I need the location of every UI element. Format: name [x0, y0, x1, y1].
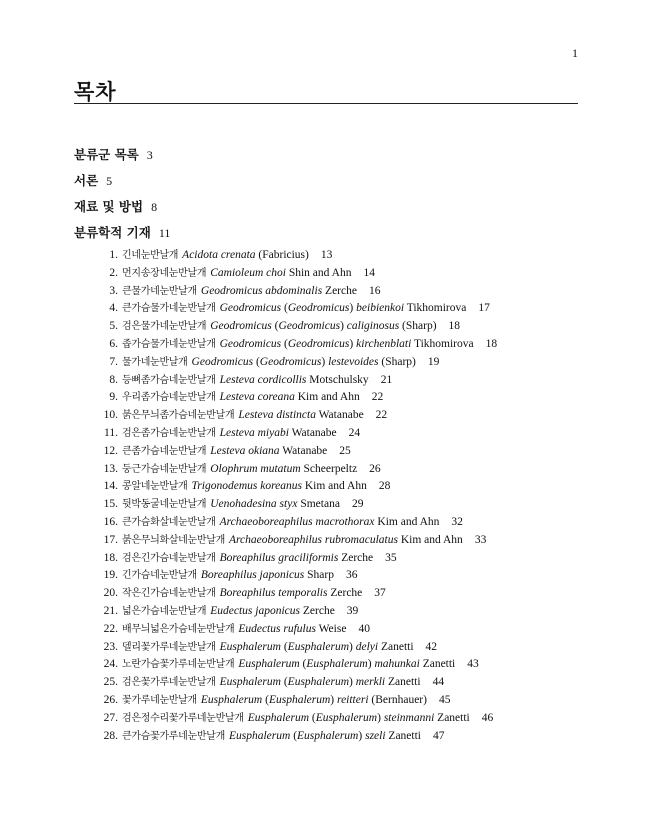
author-name: Zanetti — [437, 711, 470, 724]
korean-name: 넓은가슴네눈반날개 — [122, 605, 207, 617]
species-epithet: merkli — [355, 676, 386, 689]
korean-name: 긴네눈반날개 — [122, 250, 179, 261]
entry-number: 3. — [109, 284, 118, 297]
section-page: 8 — [151, 200, 158, 214]
list-item[interactable] — [74, 478, 578, 496]
entry-number: 19. — [103, 569, 118, 582]
species-epithet: lestevoides — [328, 355, 379, 368]
entry-page: 24 — [348, 426, 361, 439]
author-name: Scheerpeltz — [303, 462, 358, 475]
entry-number: 9. — [109, 391, 118, 404]
scientific-name: Eusphalerum — [228, 729, 291, 742]
species-epithet: delyi — [355, 640, 379, 653]
list-item[interactable] — [74, 247, 578, 265]
entry-number: 8. — [109, 373, 118, 386]
entry-number: 14. — [103, 480, 118, 493]
entry-number: 24. — [103, 658, 118, 671]
entry-page: 45 — [438, 693, 451, 706]
section-taxonomic-accounts[interactable] — [74, 223, 578, 249]
species-epithet: beibienkoi — [356, 302, 405, 315]
species-epithet: kirchenblati — [356, 337, 412, 350]
list-item[interactable] — [74, 621, 578, 639]
list-item[interactable]: 7. 물가네눈반날개 Geodromicus (Geodromicus) lestevoides (Sharp) 19 — [74, 354, 578, 372]
author-name: Zerche — [341, 551, 374, 564]
entry-page: 19 — [427, 355, 440, 368]
korean-name: 붉은무늬화살네눈반날개 — [122, 534, 225, 546]
entry-number: 23. — [103, 640, 118, 653]
entry-page: 18 — [485, 337, 498, 350]
author-name: (Sharp) — [381, 355, 416, 368]
scientific-name: Uenohadesina styx — [210, 498, 298, 511]
entry-page: 42 — [425, 640, 438, 653]
author-name: Tikhomirova — [406, 302, 467, 315]
author-name: Zerche — [302, 604, 335, 617]
korean-name: 등뼈좀가슴네눈반날개 — [122, 374, 216, 386]
author-name: (Sharp) — [402, 320, 437, 333]
scientific-name: Geodromicus — [219, 302, 282, 315]
entry-number: 15. — [103, 498, 118, 511]
entry-page: 29 — [351, 498, 364, 511]
list-item[interactable] — [74, 585, 578, 603]
section-title: 분류학적 기재 — [74, 225, 151, 240]
entry-number: 21. — [103, 604, 118, 617]
entry-page: 17 — [478, 302, 490, 315]
scientific-name: Boreaphilus graciliformis — [219, 551, 339, 564]
entry-number: 25. — [103, 676, 118, 689]
korean-name: 긴가슴네눈반날개 — [122, 570, 197, 582]
page-number: 1 — [572, 46, 578, 60]
species-epithet: caliginosus — [346, 320, 400, 333]
author-name: Kim and Ahn — [400, 533, 463, 546]
entry-number: 18. — [103, 551, 118, 564]
entry-page: 37 — [374, 587, 386, 600]
entry-page: 13 — [320, 249, 333, 261]
section-title: 서론 — [74, 173, 99, 188]
author-name: Zanetti — [422, 658, 456, 671]
korean-name: 델리꽃가루네눈반날개 — [122, 641, 216, 653]
list-item[interactable]: 23. 델리꽃가루네눈반날개 Eusphalerum (Eusphalerum) delyi Zanetti 42 — [74, 639, 578, 657]
scientific-name: Geodromicus — [219, 337, 282, 350]
entry-page: 40 — [358, 622, 370, 635]
scientific-name: Camioleum choi — [210, 266, 286, 279]
korean-name: 작은긴가슴네눈반날개 — [122, 588, 216, 600]
entry-page: 14 — [363, 266, 375, 279]
entry-number: 28. — [103, 729, 118, 742]
author-name: Watanabe — [318, 409, 364, 422]
section-title: 분류군 목록 — [74, 147, 139, 162]
korean-name: 둥근가슴네눈반날개 — [122, 463, 207, 475]
author-name: Watanabe — [291, 426, 337, 439]
scientific-name: Geodromicus — [191, 355, 254, 368]
scientific-name: Lesteva okiana — [210, 444, 280, 457]
author-name: (Fabricius) — [258, 249, 309, 261]
author-name: Kim and Ahn — [304, 480, 367, 493]
entry-number: 5. — [109, 320, 118, 333]
subgenus-name: Eusphalerum — [297, 729, 359, 742]
korean-name: 검은물가네눈반날개 — [122, 321, 207, 333]
author-name: Watanabe — [282, 444, 328, 457]
list-item[interactable]: 26. 꽃가루네눈반날개 Eusphalerum (Eusphalerum) reitteri (Bernhauer) 45 — [74, 692, 578, 710]
list-item[interactable] — [74, 372, 578, 390]
scientific-name: Geodromicus — [210, 320, 272, 333]
species-epithet: mahunkai — [374, 658, 420, 671]
entry-page: 33 — [474, 533, 487, 546]
entry-number: 7. — [109, 355, 118, 368]
subgenus-name: Eusphalerum — [306, 658, 368, 671]
entry-number: 11. — [104, 426, 118, 439]
korean-name: 물가네눈반날개 — [122, 356, 188, 368]
korean-name: 좁가슴물가네눈반날개 — [122, 338, 216, 350]
scientific-name: Eusphalerum — [238, 658, 300, 671]
korean-name: 검은긴가슴네눈반날개 — [122, 552, 216, 564]
entry-page: 44 — [432, 676, 445, 689]
entry-page: 16 — [368, 284, 381, 297]
subgenus-name: Geodromicus — [278, 320, 341, 333]
entry-number: 4. — [109, 302, 118, 315]
scientific-name: Boreaphilus temporalis — [219, 587, 328, 600]
entry-page: 47 — [433, 729, 445, 742]
scientific-name: Eusphalerum — [219, 676, 281, 689]
author-name: Sharp — [307, 569, 334, 582]
author-name: Weise — [318, 622, 347, 635]
entry-number: 6. — [109, 337, 118, 350]
entry-number: 16. — [103, 515, 118, 528]
author-name: (Bernhauer) — [371, 693, 427, 706]
scientific-name: Eusphalerum — [219, 640, 281, 653]
korean-name: 콩알네눈반날개 — [122, 481, 188, 493]
entry-number: 10. — [103, 409, 118, 422]
species-list — [74, 247, 578, 745]
list-item[interactable] — [74, 550, 578, 568]
author-name: Kim and Ahn — [377, 515, 440, 528]
entry-page: 46 — [481, 711, 494, 724]
subgenus-name: Eusphalerum — [287, 640, 350, 653]
section-page: 11 — [158, 226, 171, 240]
list-item[interactable]: 4. 큰가슴물가네눈반날개 Geodromicus (Geodromicus) beibienkoi Tikhomirova 17 — [74, 300, 578, 318]
subgenus-name: Eusphalerum — [315, 711, 378, 724]
entry-page: 18 — [448, 320, 461, 333]
scientific-name: Geodromicus abdominalis — [200, 284, 323, 297]
author-name: Zanetti — [388, 729, 421, 742]
korean-name: 검은좀가슴네눈반날개 — [122, 427, 216, 439]
author-name: Zanetti — [388, 676, 421, 689]
author-name: Zerche — [325, 284, 357, 297]
entry-number: 20. — [103, 587, 118, 600]
korean-name: 검은꽃가루네눈반날개 — [122, 677, 216, 689]
list-item[interactable]: 5. 검은물가네눈반날개 Geodromicus (Geodromicus) caliginosus (Sharp) 18 — [74, 318, 578, 336]
korean-name: 꽃가루네눈반날개 — [122, 694, 197, 706]
section-page: 3 — [146, 148, 153, 162]
author-name: Zerche — [330, 587, 363, 600]
species-epithet: reitteri — [337, 693, 369, 706]
list-item[interactable] — [74, 514, 578, 532]
entry-page: 26 — [369, 462, 381, 475]
entry-page: 35 — [385, 551, 397, 564]
entry-page: 32 — [451, 515, 463, 528]
list-item[interactable]: 24. 노란가슴꽃가루네눈반날개 Eusphalerum (Eusphalerum) mahunkai Zanetti 43 — [74, 656, 578, 674]
author-name: Smetana — [300, 498, 340, 511]
entry-page: 36 — [346, 569, 358, 582]
entry-page: 43 — [467, 658, 479, 671]
entry-number: 22. — [103, 622, 118, 635]
author-name: Kim and Ahn — [297, 391, 360, 404]
section-title: 재료 및 방법 — [74, 199, 144, 214]
list-item[interactable] — [74, 389, 578, 407]
list-item[interactable] — [74, 567, 578, 585]
list-item[interactable] — [74, 461, 578, 479]
korean-name: 뒷박동굴네눈반날개 — [122, 499, 207, 511]
entry-page: 21 — [380, 373, 393, 386]
toc-title: 목차 — [74, 80, 117, 104]
scientific-name: Lesteva miyabi — [219, 426, 289, 439]
korean-name: 큰좀가슴네눈반날개 — [122, 445, 207, 457]
list-item[interactable] — [74, 603, 578, 621]
subgenus-name: Geodromicus — [259, 355, 322, 368]
section-page: 5 — [106, 174, 113, 188]
korean-name: 먼지송장네눈반날개 — [122, 267, 207, 279]
scientific-name: Lesteva distincta — [238, 409, 316, 422]
entry-page: 22 — [375, 409, 388, 422]
scientific-name: Olophrum mutatum — [210, 462, 301, 475]
entry-number: 17. — [103, 533, 118, 546]
title-rule — [74, 103, 578, 104]
species-epithet: szeli — [365, 729, 386, 742]
entry-number: 12. — [103, 444, 118, 457]
author-name: Motschulsky — [309, 373, 369, 386]
author-name: Shin and Ahn — [288, 266, 352, 279]
korean-name: 우리좀가슴네눈반날개 — [122, 392, 216, 404]
entry-page: 39 — [346, 604, 359, 617]
section-introduction[interactable] — [74, 171, 578, 197]
entry-number: 13. — [103, 462, 118, 475]
scientific-name: Eudectus rufulus — [238, 622, 316, 635]
list-item[interactable]: 27. 검은정수리꽃가루네눈반날개 Eusphalerum (Eusphalerum) steinmanni Zanetti 46 — [74, 710, 578, 728]
entry-page: 28 — [378, 480, 391, 493]
korean-name: 노란가슴꽃가루네눈반날개 — [122, 659, 235, 671]
author-name: Tikhomirova — [413, 337, 474, 350]
scientific-name: Eudectus japonicus — [210, 604, 300, 617]
scientific-name: Eusphalerum — [200, 693, 263, 706]
author-name: Zanetti — [380, 640, 414, 653]
entry-number: 1. — [109, 249, 118, 261]
scientific-name: Eusphalerum — [247, 711, 310, 724]
list-item[interactable] — [74, 425, 578, 443]
entry-number: 27. — [103, 711, 118, 724]
subgenus-name: Geodromicus — [287, 302, 350, 315]
section-materials-methods[interactable] — [74, 197, 578, 223]
korean-name: 큰가슴물가네눈반날개 — [122, 303, 216, 315]
list-item[interactable]: 6. 좁가슴물가네눈반날개 Geodromicus (Geodromicus) kirchenblati Tikhomirova 18 — [74, 336, 578, 354]
list-item[interactable]: 28. 큰가슴꽃가루네눈반날개 Eusphalerum (Eusphalerum) szeli Zanetti 47 — [74, 728, 578, 746]
scientific-name: Lesteva coreana — [219, 391, 295, 404]
korean-name: 큰물가네눈반날개 — [122, 285, 197, 297]
list-item[interactable] — [74, 443, 578, 461]
scientific-name: Trigonodemus koreanus — [191, 480, 302, 493]
entry-page: 25 — [339, 444, 351, 457]
list-item[interactable] — [74, 407, 578, 425]
list-item[interactable] — [74, 265, 578, 283]
list-item[interactable] — [74, 532, 578, 550]
species-epithet: steinmanni — [383, 711, 435, 724]
korean-name: 큰가슴꽃가루네눈반날개 — [122, 730, 225, 742]
toc-sections — [74, 145, 578, 745]
korean-name: 배무늬넓은가슴네눈반날개 — [122, 623, 235, 635]
list-item[interactable] — [74, 283, 578, 301]
korean-name: 붉은무늬좀가슴네눈반날개 — [122, 410, 235, 422]
entry-number: 26. — [103, 693, 118, 706]
scientific-name: Archaeoboreaphilus rubromaculatus — [228, 533, 398, 546]
list-item[interactable] — [74, 496, 578, 514]
korean-name: 검은정수리꽃가루네눈반날개 — [122, 712, 244, 724]
scientific-name: Archaeoboreaphilus macrothorax — [219, 515, 375, 528]
list-item[interactable]: 25. 검은꽃가루네눈반날개 Eusphalerum (Eusphalerum) merkli Zanetti 44 — [74, 674, 578, 692]
korean-name: 큰가슴화살네눈반날개 — [122, 516, 216, 528]
subgenus-name: Geodromicus — [287, 337, 350, 350]
section-taxa-list[interactable] — [74, 145, 578, 171]
subgenus-name: Eusphalerum — [287, 676, 350, 689]
entry-page: 22 — [371, 391, 384, 404]
scientific-name: Boreaphilus japonicus — [200, 569, 305, 582]
scientific-name: Acidota crenata — [182, 249, 256, 261]
scientific-name: Lesteva cordicollis — [219, 373, 307, 386]
entry-number: 2. — [109, 266, 118, 279]
subgenus-name: Eusphalerum — [268, 693, 331, 706]
